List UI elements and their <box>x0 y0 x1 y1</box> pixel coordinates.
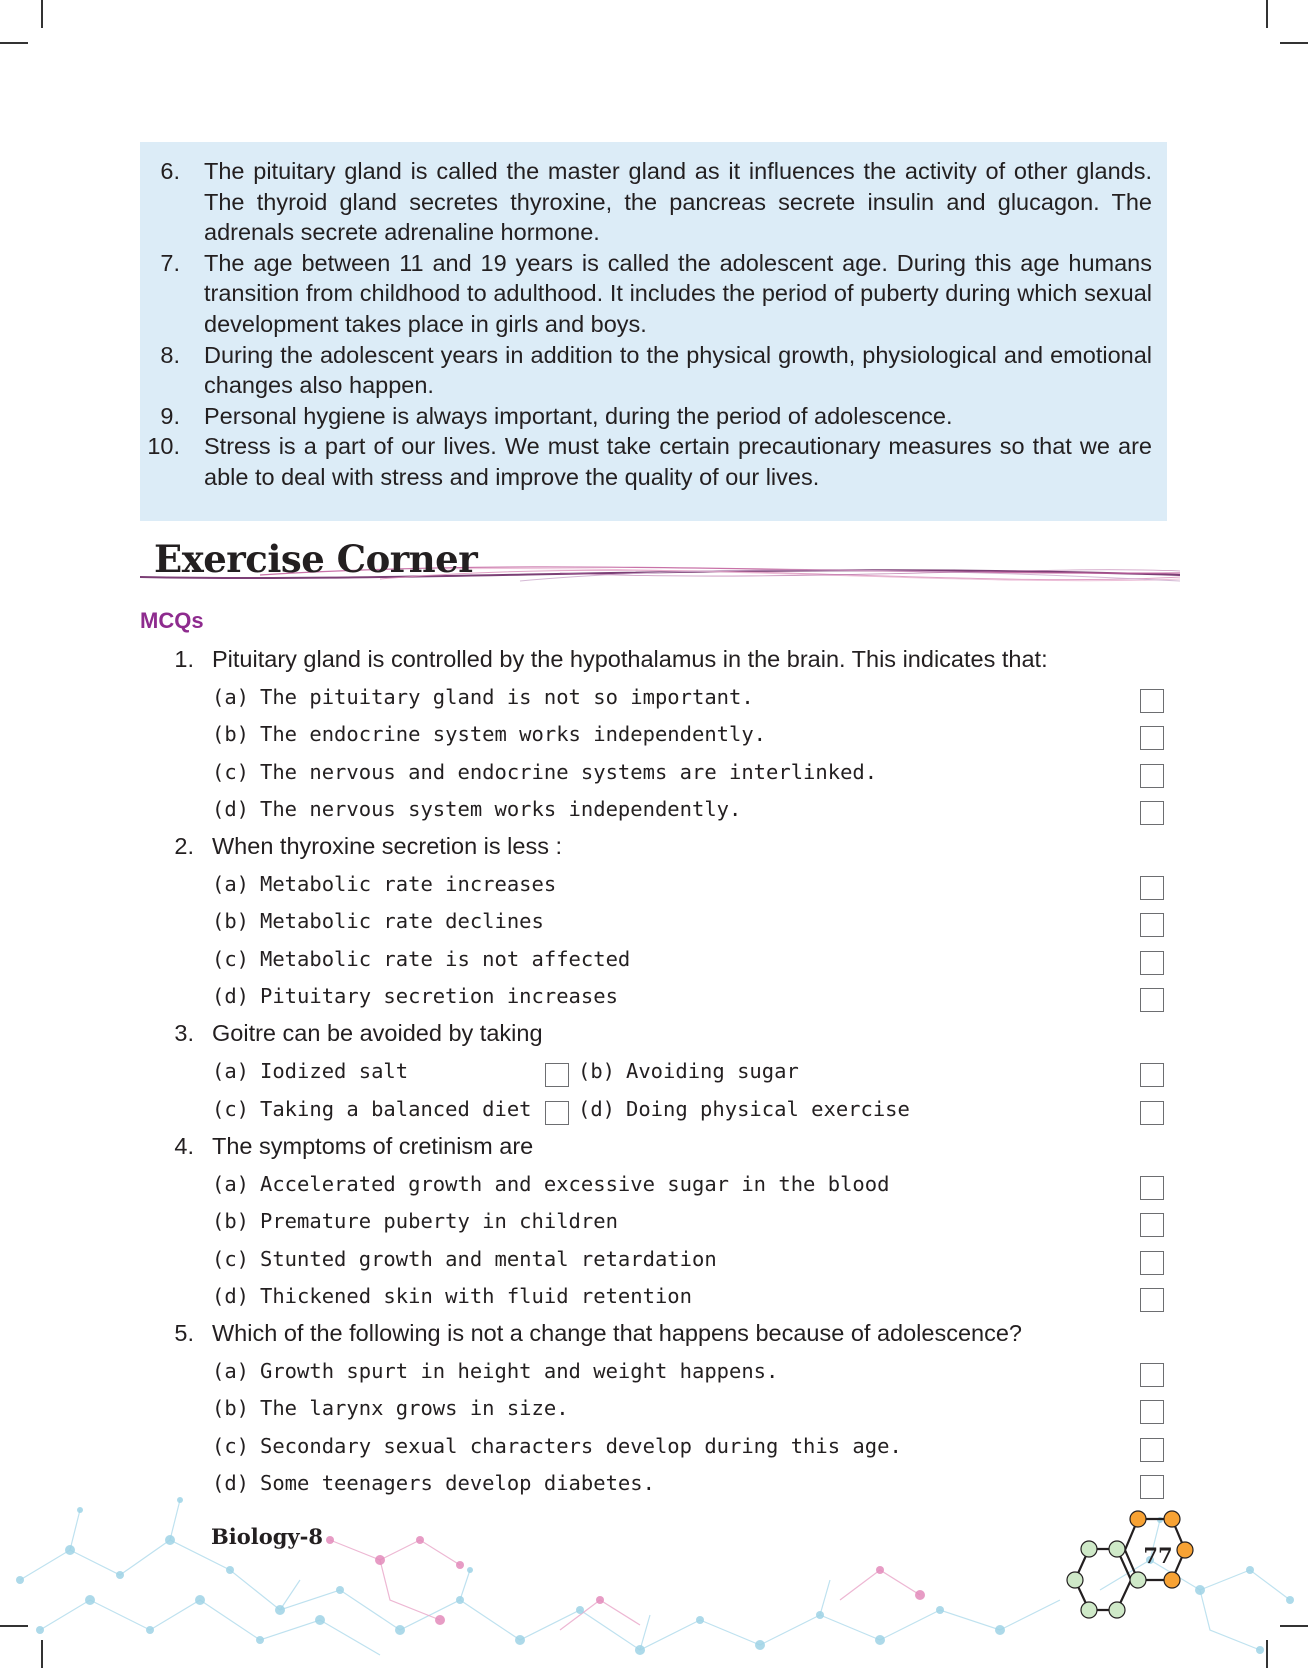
summary-list <box>140 156 1167 493</box>
summary-item-text: The pituitary gland is called the master gland as it influences the activity of other glands. The thyroid gland secretes thyroxine, the pancreas secrete insulin and glucagon. The adrenals secrete adrenaline hormone. <box>204 158 1152 246</box>
exercise-header <box>140 535 1180 595</box>
summary-box <box>140 142 1167 521</box>
summary-item <box>140 431 1167 492</box>
question <box>0 643 1308 681</box>
answer-checkbox[interactable] <box>1140 689 1164 713</box>
summary-item-text: Personal hygiene is always important, during the period of adolescence. <box>204 402 953 429</box>
page-number-badge <box>1055 1505 1195 1655</box>
answer-checkbox[interactable] <box>545 1063 569 1087</box>
option-text: Iodized salt <box>260 1059 409 1084</box>
option-pair <box>0 1093 1308 1130</box>
question-number: 1. <box>174 646 194 672</box>
option-text: Thickened skin with fluid retention <box>260 1283 692 1308</box>
option-label: (d) <box>212 1471 250 1496</box>
summary-item-text: The age between 11 and 19 years is called the adolescent age. During this age humans transition from childhood to adulthood. It includes the period of puberty during which sexual development takes place in girls and boys. <box>204 249 1152 337</box>
option-label: (c) <box>212 946 250 971</box>
summary-item <box>140 248 1167 340</box>
answer-checkbox[interactable] <box>1140 876 1164 900</box>
question <box>0 1317 1308 1355</box>
option <box>0 756 1308 793</box>
book-title: Biology-8 <box>211 1524 323 1549</box>
summary-item <box>140 156 1167 248</box>
answer-checkbox[interactable] <box>1140 1176 1164 1200</box>
option-text: Secondary sexual characters develop during this age. <box>260 1433 902 1458</box>
option-text: The nervous and endocrine systems are interlinked. <box>260 759 878 784</box>
option-label: (b) <box>212 1209 250 1234</box>
question-text: The symptoms of cretinism are <box>212 1132 534 1159</box>
option-label: (d) <box>212 796 250 821</box>
option-label: (c) <box>212 759 250 784</box>
option-label: (b) <box>578 1059 616 1084</box>
page-number: 77 <box>1143 1543 1173 1568</box>
option <box>0 905 1308 942</box>
option-text: Stunted growth and mental retardation <box>260 1246 717 1271</box>
question <box>0 830 1308 868</box>
option-text: The pituitary gland is not so important. <box>260 685 754 709</box>
answer-checkbox[interactable] <box>1140 726 1164 750</box>
answer-checkbox[interactable] <box>1140 1363 1164 1387</box>
answer-checkbox[interactable] <box>1140 951 1164 975</box>
question <box>0 1130 1308 1168</box>
question-text: Which of the following is not a change that happens because of adolescence? <box>212 1320 1022 1347</box>
option-text: Accelerated growth and excessive sugar in the blood <box>260 1171 890 1196</box>
answer-checkbox[interactable] <box>1140 988 1164 1012</box>
question-text: When thyroxine secretion is less : <box>212 833 563 860</box>
mcq-list <box>0 643 1308 1504</box>
question-text: Pituitary gland is controlled by the hypothalamus in the brain. This indicates that: <box>212 646 1048 672</box>
option <box>0 1430 1308 1467</box>
option-text: The nervous system works independently. <box>260 796 742 821</box>
option-text: Some teenagers develop diabetes. <box>260 1471 655 1496</box>
summary-item-number: 10. <box>147 433 180 460</box>
summary-item-number: 6. <box>160 158 180 184</box>
summary-item <box>140 401 1167 432</box>
question-number: 5. <box>174 1320 194 1347</box>
summary-item-number: 8. <box>160 341 180 368</box>
answer-checkbox[interactable] <box>1140 1288 1164 1312</box>
option-label: (d) <box>578 1096 616 1121</box>
option <box>0 1392 1308 1429</box>
option-label: (a) <box>212 1059 250 1084</box>
option-text: The endocrine system works independently. <box>260 722 767 747</box>
mcq-heading: MCQs <box>140 608 204 633</box>
option-label: (c) <box>212 1096 250 1121</box>
summary-item-text: Stress is a part of our lives. We must take certain precautionary measures so that we are able to deal with stress and improve the quality of our lives. <box>204 433 1152 490</box>
option-label: (b) <box>212 1396 250 1421</box>
option-text: Metabolic rate declines <box>260 909 544 934</box>
option <box>0 681 1308 718</box>
option <box>0 1205 1308 1242</box>
crop-mark <box>1280 42 1308 44</box>
answer-checkbox[interactable] <box>1140 913 1164 937</box>
option-text: Premature puberty in children <box>260 1209 618 1234</box>
option-text: Pituitary secretion increases <box>260 984 618 1009</box>
option <box>0 793 1308 830</box>
option <box>0 980 1308 1017</box>
question-number: 2. <box>174 833 194 860</box>
option-text: The larynx grows in size. <box>260 1396 569 1421</box>
option-label: (b) <box>212 909 250 934</box>
answer-checkbox[interactable] <box>1140 801 1164 825</box>
option-label: (b) <box>212 722 250 747</box>
summary-item-number: 9. <box>160 402 180 429</box>
answer-checkbox[interactable] <box>1140 1063 1164 1087</box>
option <box>0 868 1308 905</box>
summary-item-number: 7. <box>160 249 180 276</box>
question <box>0 1017 1308 1055</box>
crop-mark <box>41 0 43 28</box>
option-text: Avoiding sugar <box>626 1059 799 1084</box>
answer-checkbox[interactable] <box>1140 1438 1164 1462</box>
crop-mark <box>1266 0 1268 28</box>
summary-item-text: During the adolescent years in addition to the physical growth, physiological and emotional changes also happen. <box>204 341 1152 399</box>
answer-checkbox[interactable] <box>545 1101 569 1125</box>
option-text: Doing physical exercise <box>626 1096 910 1121</box>
option-label: (a) <box>212 872 250 897</box>
option <box>0 1280 1308 1317</box>
option-text: Metabolic rate is not affected <box>260 946 631 971</box>
crop-mark <box>0 42 28 44</box>
question-number: 3. <box>174 1020 194 1047</box>
answer-checkbox[interactable] <box>1140 1101 1164 1125</box>
answer-checkbox[interactable] <box>1140 1213 1164 1237</box>
option-label: (c) <box>212 1246 250 1271</box>
option-label: (a) <box>212 685 250 709</box>
option <box>0 1243 1308 1280</box>
option-text: Taking a balanced diet <box>260 1096 532 1121</box>
question-text: Goitre can be avoided by taking <box>212 1020 543 1047</box>
hexagon-molecule-icon <box>1055 1505 1195 1655</box>
option <box>0 943 1308 980</box>
option <box>0 718 1308 755</box>
option-label: (a) <box>212 1359 250 1384</box>
question-number: 4. <box>174 1132 194 1159</box>
option <box>0 1355 1308 1392</box>
option-label: (a) <box>212 1171 250 1196</box>
option <box>0 1168 1308 1205</box>
option-label: (d) <box>212 984 250 1009</box>
answer-checkbox[interactable] <box>1140 764 1164 788</box>
option-label: (c) <box>212 1433 250 1458</box>
exercise-title: Exercise Corner <box>154 537 478 581</box>
option-pair <box>0 1055 1308 1092</box>
option-text: Growth spurt in height and weight happens. <box>260 1359 779 1384</box>
option-text: Metabolic rate increases <box>260 872 557 897</box>
answer-checkbox[interactable] <box>1140 1400 1164 1424</box>
answer-checkbox[interactable] <box>1140 1251 1164 1275</box>
summary-item <box>140 340 1167 401</box>
option-label: (d) <box>212 1283 250 1308</box>
